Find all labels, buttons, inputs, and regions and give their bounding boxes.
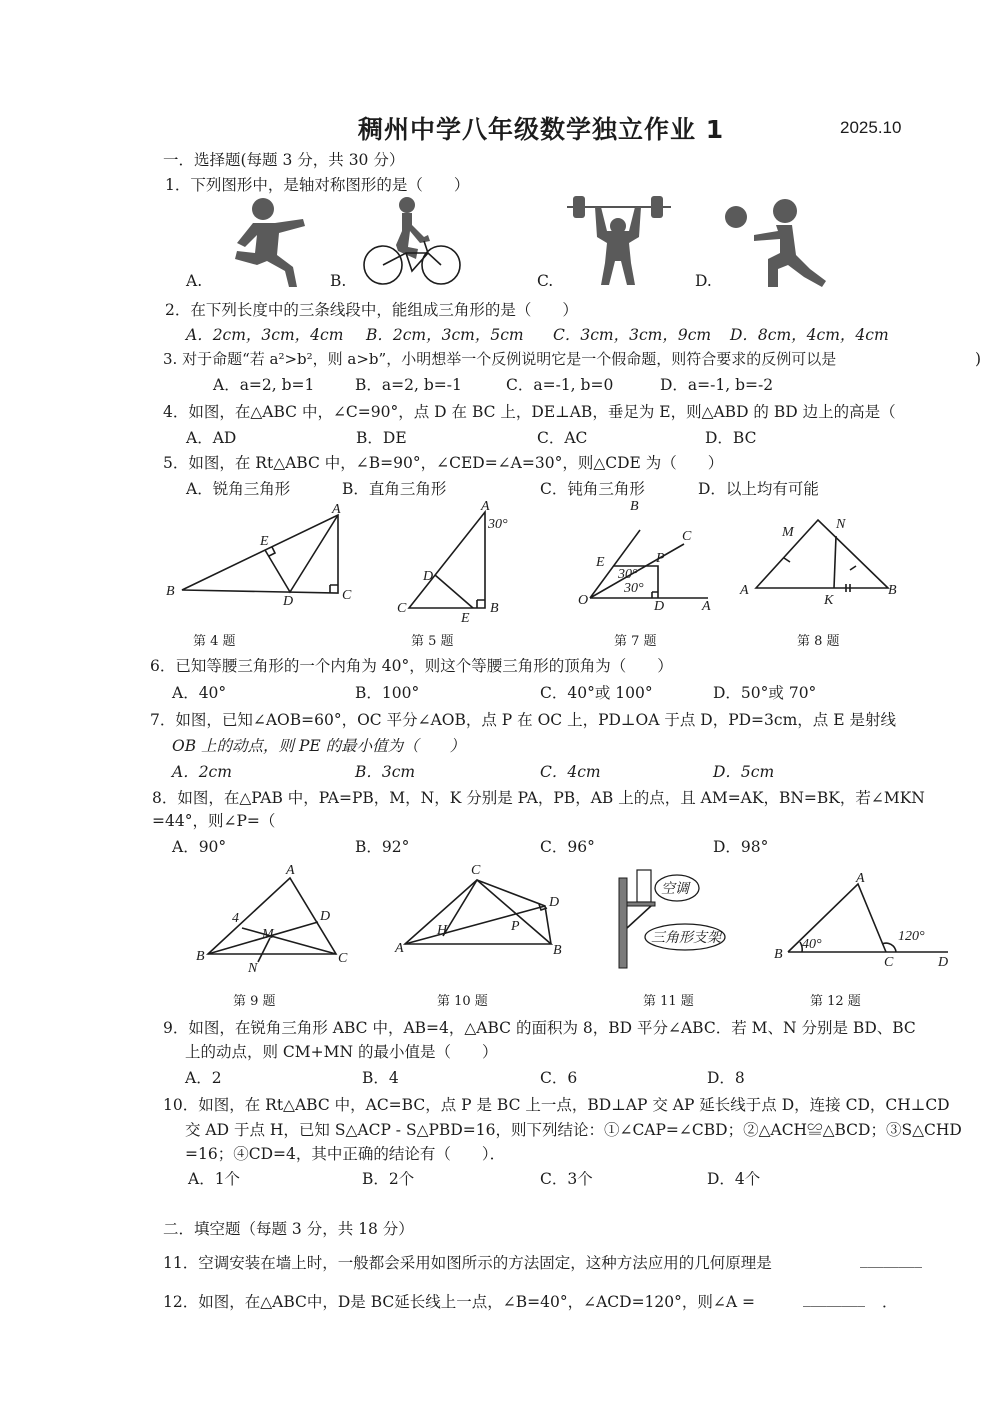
q11-stem: 11．空调安装在墙上时，一般都会采用如图所示的方法固定，这种方法应用的几何原理是: [163, 1254, 772, 1272]
q10-option-b: B．2个: [362, 1170, 415, 1188]
q12-end-mark: ．: [882, 1293, 898, 1311]
q6-stem: 6．已知等腰三角形的一个内角为 40°，则这个等腰三角形的顶角为（ ）: [150, 657, 673, 675]
q1-option-a: A.: [186, 272, 203, 290]
fig7-label-d: D: [654, 599, 665, 614]
fig9-label-a: A: [286, 863, 295, 878]
q10-option-a: A．1个: [188, 1170, 241, 1188]
fig9-label-n: N: [248, 961, 258, 976]
figure-q8: [738, 510, 903, 610]
q8-option-d: D．98°: [713, 838, 769, 856]
fig5-label-a: A: [481, 499, 490, 514]
section-heading-fill: 二．填空题（每题 3 分，共 18 分）: [163, 1220, 414, 1238]
q12-answer-blank[interactable]: ________: [803, 1289, 865, 1307]
fig10-label-d: D: [549, 895, 560, 910]
ball-thrower-figure-icon: [720, 195, 830, 287]
q7-option-b: B．3cm: [355, 763, 416, 781]
running-figure-icon: [215, 195, 305, 290]
figure-q11: [615, 870, 735, 970]
q2-option-c: C．3cm，3cm，9cm: [553, 326, 712, 344]
q9-option-d: D．8: [707, 1069, 745, 1087]
fig10-label-a: A: [395, 941, 404, 956]
figure-q4: [160, 502, 360, 609]
q2-stem: 2．在下列长度中的三条线段中，能组成三角形的是（ ）: [165, 301, 578, 319]
fig8-label-b: B: [888, 583, 897, 598]
q6-option-b: B．100°: [355, 684, 420, 702]
page-title: 稠州中学八年级数学独立作业 1: [358, 115, 725, 144]
q9-option-b: B．4: [362, 1069, 399, 1087]
fig5-label-e: E: [461, 611, 470, 626]
fig5-label-c: C: [397, 601, 407, 616]
q7-stem-line2: OB 上的动点，则 PE 的最小值为（ ）: [172, 737, 466, 755]
q3-option-a: A．a=2, b=1: [213, 376, 315, 394]
q3-option-c: C．a=-1, b=0: [506, 376, 614, 394]
caption-fig4: 第 4 题: [193, 634, 236, 649]
fig9-label-d: D: [320, 909, 331, 924]
q3-close-paren: ): [975, 350, 982, 368]
fig8-label-a: A: [740, 583, 749, 598]
q6-option-c: C．40°或 100°: [540, 684, 653, 702]
fig4-label-e: E: [260, 534, 269, 549]
fig8-label-m: M: [782, 525, 794, 540]
q3-option-d: D．a=-1, b=-2: [660, 376, 774, 394]
fig11-ac-label: 空调: [661, 882, 689, 897]
q9-option-a: A．2: [185, 1069, 222, 1087]
caption-fig7: 第 7 题: [614, 634, 657, 649]
cyclist-figure-icon: [362, 195, 462, 287]
q11-answer-blank[interactable]: ________: [860, 1250, 922, 1268]
fig9-label-c: C: [338, 951, 348, 966]
section-heading-choice: 一．选择题(每题 3 分，共 30 分）: [163, 151, 405, 169]
q7-stem-line1: 7．如图，已知∠AOB=60°，OC 平分∠AOB，点 P 在 OC 上，PD⊥OA 于点 D，PD=3cm，点 E 是射线: [150, 711, 896, 729]
fig5-label-b: B: [490, 601, 499, 616]
q2-option-d: D．8cm，4cm，4cm: [730, 326, 889, 344]
figure-q5: [395, 499, 508, 626]
weightlifter-figure-icon: [565, 193, 675, 288]
q4-option-b: B．DE: [356, 429, 407, 447]
fig7-label-a: A: [702, 599, 711, 614]
q7-option-c: C．4cm: [540, 763, 601, 781]
fig12-label-c: C: [884, 955, 894, 970]
fig7-label-p: P: [656, 551, 665, 566]
caption-fig8: 第 8 题: [797, 634, 840, 649]
fig11-bracket-label: 三角形支架: [651, 931, 721, 946]
q6-option-d: D．50°或 70°: [713, 684, 817, 702]
fig5-angle-label: 30°: [488, 517, 508, 532]
fig10-label-b: B: [553, 943, 562, 958]
q10-stem-line3: =16；④CD=4，其中正确的结论有（ ）．: [185, 1145, 506, 1163]
fig9-note: 4: [232, 911, 239, 926]
caption-fig12: 第 12 题: [810, 994, 861, 1009]
q4-option-d: D．BC: [705, 429, 757, 447]
q8-stem-line1: 8．如图，在△PAB 中，PA=PB，M，N，K 分别是 PA，PB，AB 上的点，且 AM=AK，BN=BK，若∠MKN: [152, 789, 925, 807]
figure-q7: [578, 500, 718, 615]
q1-option-d: D.: [695, 272, 712, 290]
fig9-label-b: B: [196, 949, 205, 964]
date-label: 2025.10: [840, 118, 902, 137]
q3-option-b: B．a=2, b=-1: [355, 376, 462, 394]
fig4-label-d: D: [283, 594, 294, 609]
fig12-label-b: B: [774, 947, 783, 962]
q9-stem-line2: 上的动点，则 CM+MN 的最小值是（ ）: [185, 1043, 498, 1061]
caption-fig9: 第 9 题: [233, 994, 276, 1009]
q4-option-a: A．AD: [186, 429, 237, 447]
q9-option-c: C．6: [540, 1069, 578, 1087]
q10-stem-line2: 交 AD 于点 H，已知 S△ACP - S△PBD=16，则下列结论：①∠CAP=∠CBD；②△ACH≌△BCD；③S△CHD: [185, 1121, 962, 1139]
caption-fig11: 第 11 题: [643, 994, 694, 1009]
fig7-label-b: B: [630, 499, 639, 514]
fig7-label-c: C: [682, 529, 692, 544]
fig7-angle-2: 30°: [624, 581, 644, 596]
q5-option-b: B．直角三角形: [342, 480, 447, 498]
q6-option-a: A．40°: [172, 684, 227, 702]
q8-option-c: C．96°: [540, 838, 595, 856]
q5-option-a: A．锐角三角形: [186, 480, 291, 498]
fig4-label-b: B: [166, 584, 175, 599]
fig12-angle-b: 40°: [802, 937, 822, 952]
figure-q10: [395, 860, 575, 965]
q4-option-c: C．AC: [537, 429, 588, 447]
caption-fig10: 第 10 题: [437, 994, 488, 1009]
q1-stem: 1．下列图形中，是轴对称图形的是（ ）: [165, 176, 470, 194]
fig8-label-k: K: [824, 593, 834, 608]
q5-option-c: C．钝角三角形: [540, 480, 645, 498]
q5-option-d: D．以上均有可能: [698, 480, 819, 498]
fig7-label-o: O: [578, 593, 589, 608]
fig8-label-n: N: [836, 517, 846, 532]
caption-fig5: 第 5 题: [411, 634, 454, 649]
q2-option-a: A．2cm，3cm，4cm: [186, 326, 344, 344]
fig7-label-e: E: [596, 555, 605, 570]
fig4-label-c: C: [342, 588, 352, 603]
fig10-label-h: H: [437, 923, 448, 938]
q10-option-d: D．4个: [707, 1170, 761, 1188]
q9-stem-line1: 9．如图，在锐角三角形 ABC 中，AB=4，△ABC 的面积为 8，BD 平分∠ABC．若 M、N 分别是 BD、BC: [163, 1019, 916, 1037]
q1-option-b: B.: [330, 272, 347, 290]
figure-q12: [772, 871, 962, 970]
fig12-label-a: A: [856, 871, 865, 886]
q10-stem-line1: 10．如图，在 Rt△ABC 中，AC=BC，点 P 是 BC 上一点，BD⊥AP 交 AP 延长线于点 D，连接 CD，CH⊥CD: [163, 1096, 950, 1114]
q10-option-c: C．3个: [540, 1170, 593, 1188]
fig9-label-m: M: [262, 927, 274, 942]
q2-option-b: B．2cm，3cm，5cm: [366, 326, 524, 344]
q7-option-d: D．5cm: [713, 763, 775, 781]
q8-stem-line2: =44°，则∠P=（: [152, 812, 276, 830]
fig7-angle-1: 30°: [618, 567, 638, 582]
fig10-label-c: C: [471, 863, 481, 878]
figure-q9: [196, 862, 356, 977]
fig12-label-d: D: [938, 955, 949, 970]
q12-stem: 12．如图，在△ABC中，D是 BC延长线上一点，∠B=40°，∠ACD=120°，则∠A =: [163, 1293, 755, 1311]
q1-option-c: C.: [537, 272, 554, 290]
q7-option-a: A．2cm: [172, 763, 232, 781]
fig10-label-p: P: [511, 919, 520, 934]
q3-stem: 3. 对于命题“若 a²>b²，则 a>b”，小明想举一个反例说明它是一个假命题，则符合要求的反例可以是: [163, 350, 837, 368]
fig5-label-d: D: [423, 569, 434, 584]
fig4-label-a: A: [332, 502, 341, 517]
q4-stem: 4．如图，在△ABC 中，∠C=90°，点 D 在 BC 上，DE⊥AB，垂足为 E，则△ABD 的 BD 边上的高是（: [163, 403, 896, 421]
q5-stem: 5．如图，在 Rt△ABC 中，∠B=90°，∠CED=∠A=30°，则△CDE 为（ ）: [163, 454, 724, 472]
q8-option-b: B．92°: [355, 838, 410, 856]
fig12-angle-c: 120°: [898, 929, 925, 944]
q8-option-a: A．90°: [172, 838, 227, 856]
